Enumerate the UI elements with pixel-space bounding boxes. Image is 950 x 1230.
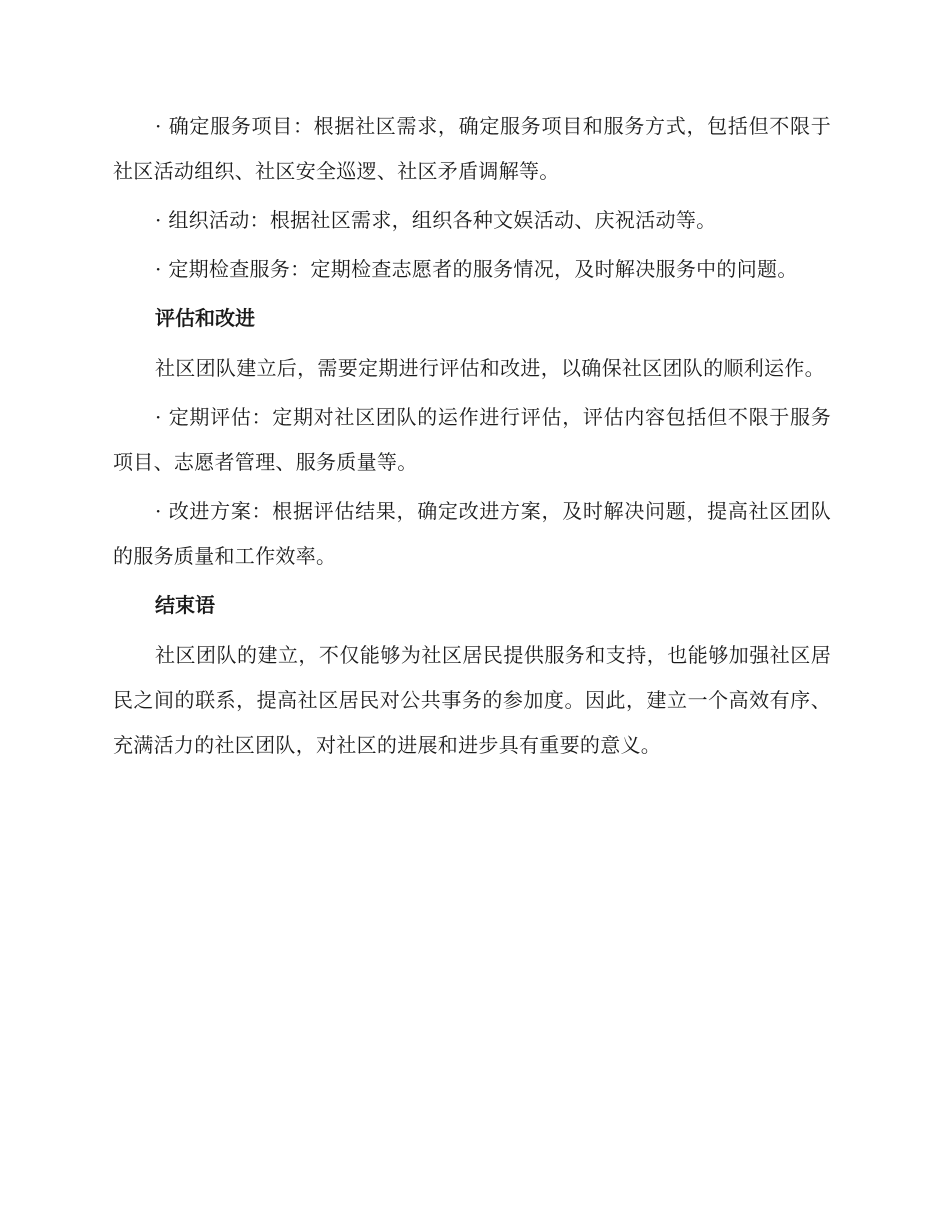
- evaluation-intro-paragraph: 社区团队建立后，需要定期进行评估和改进，以确保社区团队的顺利运作。: [155, 356, 825, 380]
- bullet-improvement-plan: · 改进方案：根据评估结果，确定改进方案，及时解决问题，提高社区团队的服务质量和工作效率。: [113, 499, 831, 568]
- section-heading-conclusion: 结束语: [155, 593, 215, 617]
- document-page: [113, 104, 831, 772]
- bullet-organize-activities: · 组织活动：根据社区需求，组织各种文娱活动、庆祝活动等。: [155, 208, 717, 232]
- bullet-periodic-check: · 定期检查服务：定期检查志愿者的服务情况，及时解决服务中的问题。: [155, 257, 798, 281]
- bullet-periodic-evaluation: · 定期评估：定期对社区团队的运作进行评估，评估内容包括但不限于服务项目、志愿者管理、服务质量等。: [113, 405, 831, 474]
- section-heading-evaluation: 评估和改进: [155, 306, 255, 330]
- conclusion-paragraph: 社区团队的建立，不仅能够为社区居民提供服务和支持，也能够加强社区居民之间的联系，提高社区居民对公共事务的参加度。因此，建立一个高效有序、充满活力的社区团队，对社区的进展和进步具有重要的意义。: [113, 643, 831, 757]
- bullet-service-items: · 确定服务项目：根据社区需求，确定服务项目和服务方式，包括但不限于社区活动组织、社区安全巡逻、社区矛盾调解等。: [113, 114, 831, 183]
